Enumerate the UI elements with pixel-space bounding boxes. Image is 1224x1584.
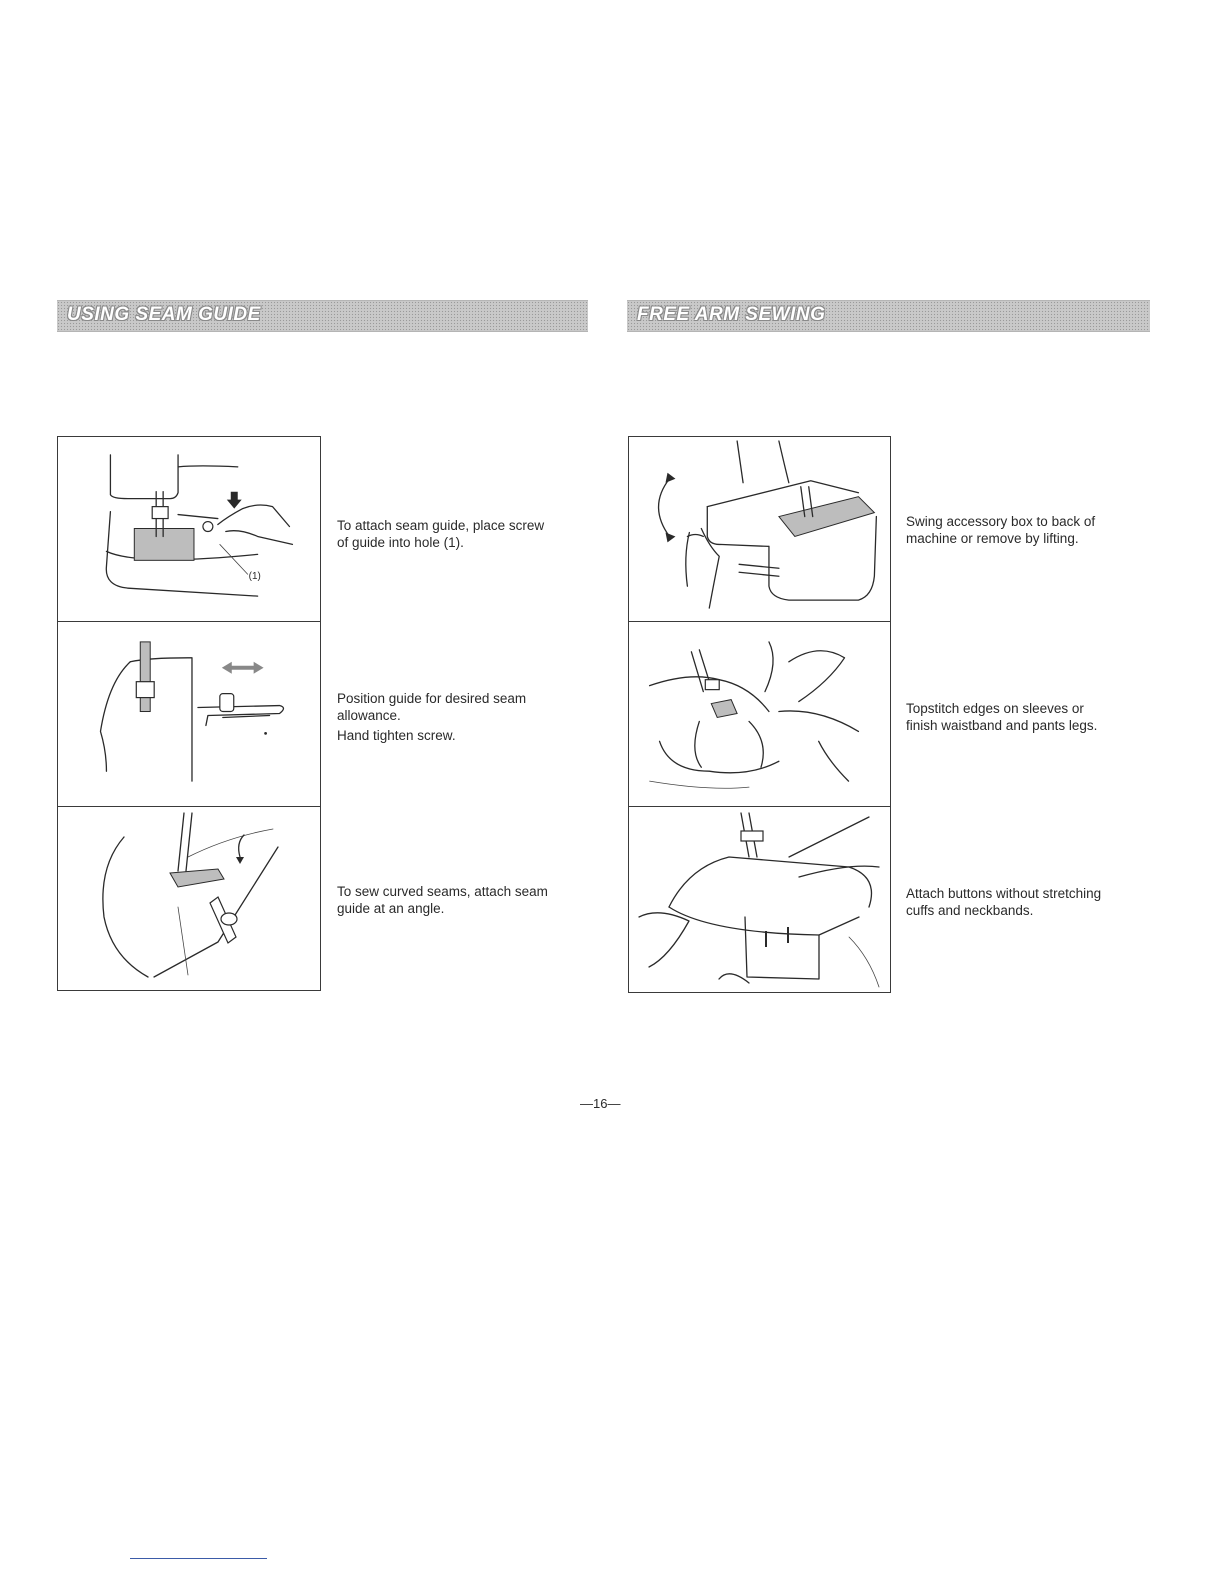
step-caption-curved: To sew curved seams, attach seam guide at an angle. (337, 884, 548, 916)
section-title: FREE ARM SEWING (637, 304, 826, 325)
section-header-seam-guide (57, 300, 588, 332)
curved-seam-illustration (58, 807, 320, 992)
footer-rule (130, 1558, 267, 1559)
seam-guide-attach-illustration (58, 437, 320, 622)
page-number: —16— (580, 1096, 621, 1111)
sleeve-topstitch-illustration (629, 622, 890, 807)
accessory-box-swing-illustration (629, 437, 890, 622)
step-caption-topstitch: Topstitch edges on sleeves or finish waistband and pants legs. (906, 701, 1098, 733)
step-caption-position: Position guide for desired seam allowance. Hand tighten screw. (337, 691, 527, 743)
free-arm-illustrations (628, 436, 891, 993)
step-caption-attach: To attach seam guide, place screw of guide into hole (1). (337, 518, 545, 550)
seam-guide-illustrations (57, 436, 321, 991)
seam-guide-position-illustration (58, 622, 320, 807)
step-caption-buttons: Attach buttons without stretching cuffs and neckbands. (906, 886, 1102, 918)
svg-text:(1): (1) (248, 571, 261, 583)
step-caption-swing-box: Swing accessory box to back of machine or remove by lifting. (906, 514, 1096, 546)
button-cuff-illustration (629, 807, 890, 994)
section-header-free-arm (627, 300, 1150, 332)
section-title: USING SEAM GUIDE (67, 304, 261, 325)
